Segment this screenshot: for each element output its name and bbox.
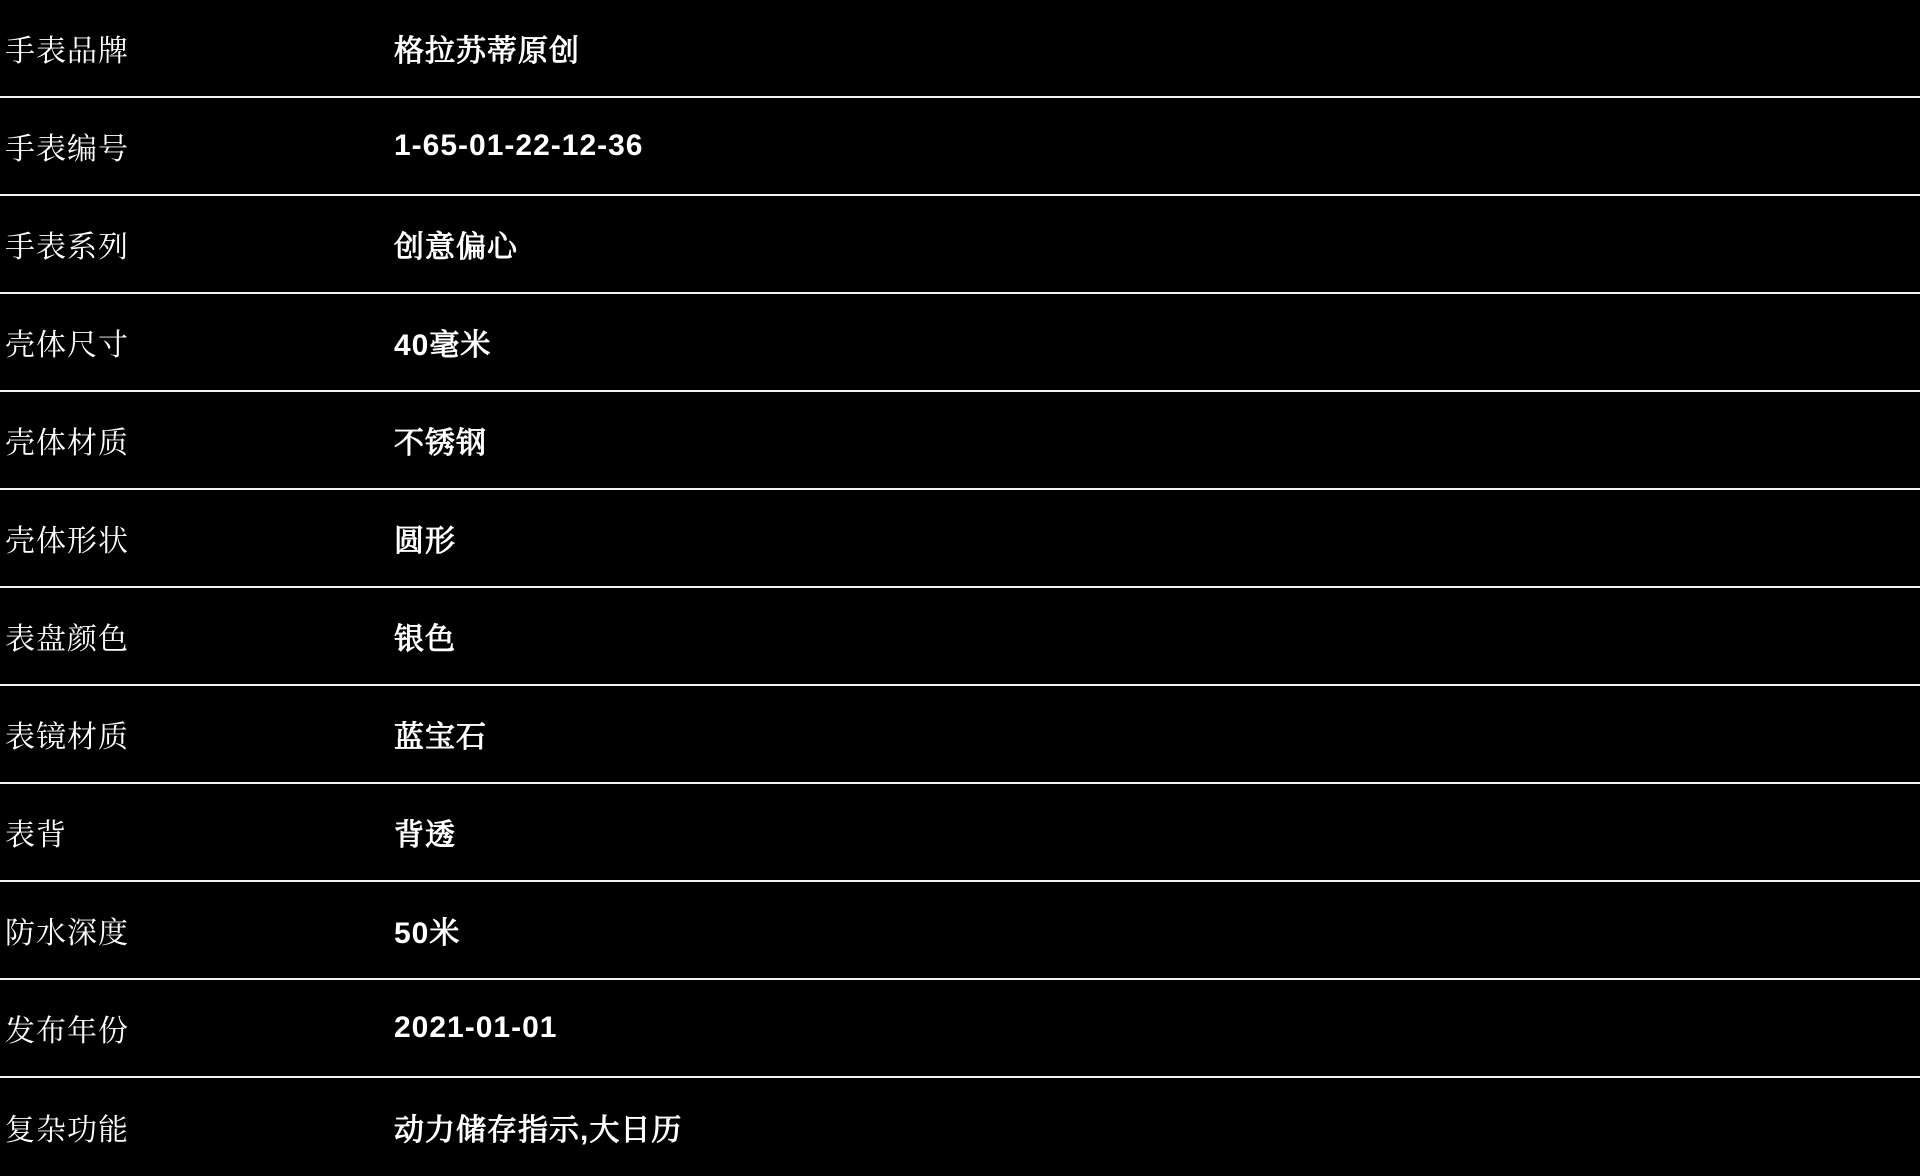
spec-value: 不锈钢 xyxy=(394,427,487,460)
spec-label: 壳体材质 xyxy=(5,427,129,460)
spec-row xyxy=(0,980,1920,1078)
spec-label: 防水深度 xyxy=(5,917,129,950)
spec-row xyxy=(0,392,1920,490)
spec-label: 手表品牌 xyxy=(5,35,129,68)
spec-label: 复杂功能 xyxy=(5,1114,129,1147)
spec-value: 40毫米 xyxy=(394,329,492,362)
spec-label: 表镜材质 xyxy=(5,721,129,754)
spec-row xyxy=(0,490,1920,588)
spec-value: 背透 xyxy=(394,819,456,852)
spec-value: 50米 xyxy=(394,917,461,950)
spec-row xyxy=(0,196,1920,294)
spec-label: 手表编号 xyxy=(5,133,129,166)
spec-value: 创意偏心 xyxy=(394,231,518,264)
spec-value: 格拉苏蒂原创 xyxy=(394,35,580,68)
spec-label: 表盘颜色 xyxy=(5,623,129,656)
spec-value: 银色 xyxy=(394,623,456,656)
spec-row xyxy=(0,686,1920,784)
spec-row xyxy=(0,294,1920,392)
spec-label: 壳体尺寸 xyxy=(5,329,129,362)
spec-value: 2021-01-01 xyxy=(394,1011,558,1044)
spec-label: 壳体形状 xyxy=(5,525,129,558)
spec-row xyxy=(0,1078,1920,1176)
spec-value: 1-65-01-22-12-36 xyxy=(394,129,644,162)
spec-label: 表背 xyxy=(5,819,67,852)
spec-row xyxy=(0,98,1920,196)
spec-label: 手表系列 xyxy=(5,231,129,264)
spec-row xyxy=(0,0,1920,98)
spec-value: 动力储存指示,大日历 xyxy=(394,1114,683,1147)
spec-label: 发布年份 xyxy=(5,1015,129,1048)
spec-value: 蓝宝石 xyxy=(394,721,487,754)
spec-value: 圆形 xyxy=(394,525,456,558)
spec-row xyxy=(0,588,1920,686)
spec-row xyxy=(0,882,1920,980)
spec-row xyxy=(0,784,1920,882)
